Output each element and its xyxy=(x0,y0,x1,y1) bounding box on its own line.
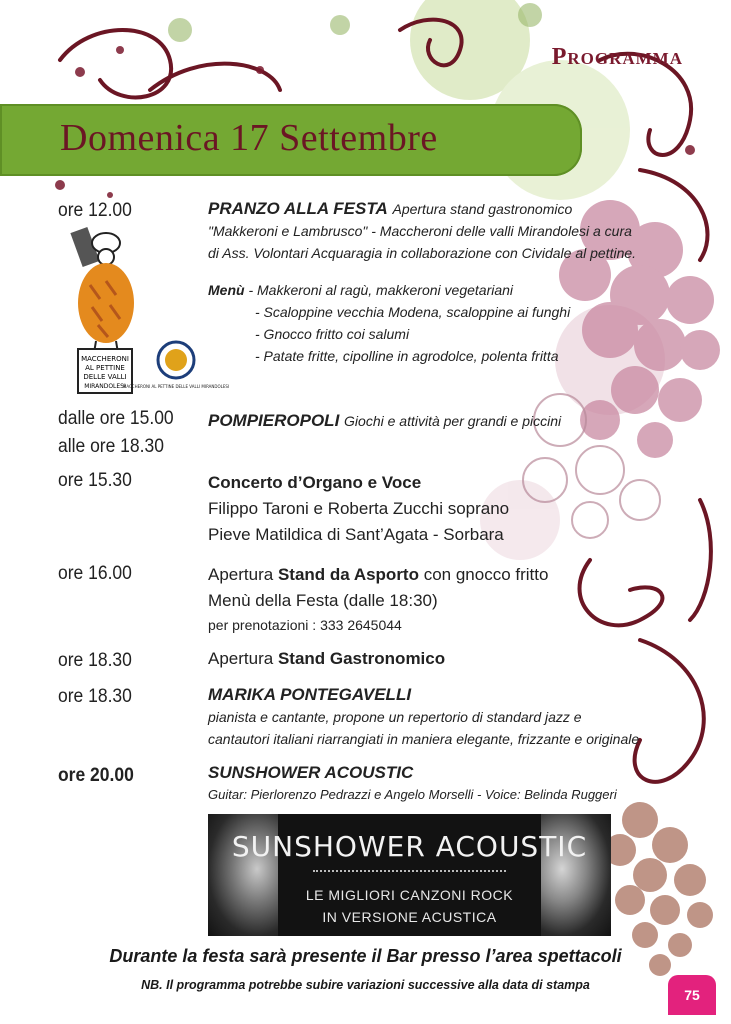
event-marika xyxy=(208,684,698,750)
date-heading: Domenica 17 Settembre xyxy=(60,117,438,159)
sunshower-banner xyxy=(208,814,611,936)
bar-note: Durante la festa sarà presente il Bar presso l’area spettacoli xyxy=(109,946,622,966)
event-line: Filippo Taroni e Roberta Zucchi soprano xyxy=(208,499,510,518)
logo-text: MIRANDOLESI xyxy=(84,383,126,390)
event-sunshower xyxy=(208,762,698,806)
event-line: cantautori italiani riarrangiati in maniera elegante, frizzante e originale xyxy=(208,731,640,747)
menu-list xyxy=(208,279,628,367)
banner-sub-line: IN VERSIONE ACUSTICA xyxy=(322,909,497,925)
modena-seal-logo xyxy=(122,340,230,396)
event-phone: per prenotazioni : 333 2645044 xyxy=(208,617,402,633)
event-subtitle: Apertura stand gastronomico xyxy=(392,201,573,217)
event-line: pianista e cantante, propone un repertorio di standard jazz e xyxy=(208,709,582,725)
banner-subtitle xyxy=(208,884,611,928)
menu-label: Menù xyxy=(208,282,245,298)
menu-item: - Gnocco fritto coi salumi xyxy=(255,326,410,342)
event-gastro xyxy=(208,648,445,670)
event-desc: di Ass. Volontari Acquaragia in collaborazione con Cividale al pettine. xyxy=(208,245,637,261)
event-title: Stand da Asporto xyxy=(277,565,419,584)
event-suffix: con gnocco fritto xyxy=(423,565,549,584)
menu-item: - Makkeroni al ragù, makkeroni vegetariani xyxy=(248,282,514,298)
event-takeaway xyxy=(208,562,548,636)
logo-text: DELLE VALLI xyxy=(83,373,127,381)
date-banner xyxy=(0,104,582,176)
event-title: Stand Gastronomico xyxy=(277,649,446,668)
event-title: SUNSHOWER ACOUSTIC xyxy=(208,763,414,782)
event-title: MARIKA PONTEGAVELLI xyxy=(208,685,412,704)
event-lunch xyxy=(208,198,698,264)
event-line: Menù della Festa (dalle 18:30) xyxy=(208,591,438,610)
event-time: ore 12.00 xyxy=(58,200,132,221)
logo-text: AL PETTINE xyxy=(85,364,125,372)
menu-item: - Patate fritte, cipolline in agrodolce, polenta fritta xyxy=(255,348,559,364)
event-time: ore 16.00 xyxy=(58,563,132,584)
menu-item: - Scaloppine vecchia Modena, scaloppine ai funghi xyxy=(255,304,571,320)
event-time-end: alle ore 18.30 xyxy=(58,436,164,457)
event-title: POMPIEROPOLI xyxy=(208,411,340,430)
event-line: Guitar: Pierlorenzo Pedrazzi e Angelo Morselli - Voice: Belinda Ruggeri xyxy=(208,787,617,802)
event-time: ore 15.30 xyxy=(58,470,132,491)
event-time: ore 20.00 xyxy=(58,765,134,786)
event-time: dalle ore 15.00 xyxy=(58,408,174,429)
event-title: PRANZO ALLA FESTA xyxy=(208,199,388,218)
event-time: ore 18.30 xyxy=(58,650,132,671)
event-prefix: Apertura xyxy=(208,649,274,668)
print-disclaimer: NB. Il programma potrebbe subire variazioni successive alla data di stampa xyxy=(141,978,590,992)
banner-title: SUNSHOWER ACOUSTIC xyxy=(231,830,588,863)
event-prefix: Apertura xyxy=(208,565,274,584)
event-concert xyxy=(208,470,509,548)
event-subtitle: Giochi e attività per grandi e piccini xyxy=(344,413,562,429)
section-header: Programma xyxy=(551,44,683,70)
seal-caption: MACCHERONI AL PETTINE DELLE VALLI MIRANDOLESI xyxy=(122,384,230,389)
event-title: Concerto d’Organo e Voce xyxy=(208,473,422,492)
logo-text: MACCHERONI xyxy=(81,355,129,363)
event-desc: "Makkeroni e Lambrusco" - Maccheroni delle valli Mirandolesi a cura xyxy=(208,223,632,239)
banner-divider xyxy=(313,870,506,872)
event-pompieropoli xyxy=(208,410,561,432)
page-number: 75 xyxy=(668,975,716,1015)
event-time: ore 18.30 xyxy=(58,686,132,707)
maccheroni-logo xyxy=(62,225,144,395)
event-line: Pieve Matildica di Sant’Agata - Sorbara xyxy=(208,525,504,544)
banner-sub-line: LE MIGLIORI CANZONI ROCK xyxy=(305,887,514,903)
